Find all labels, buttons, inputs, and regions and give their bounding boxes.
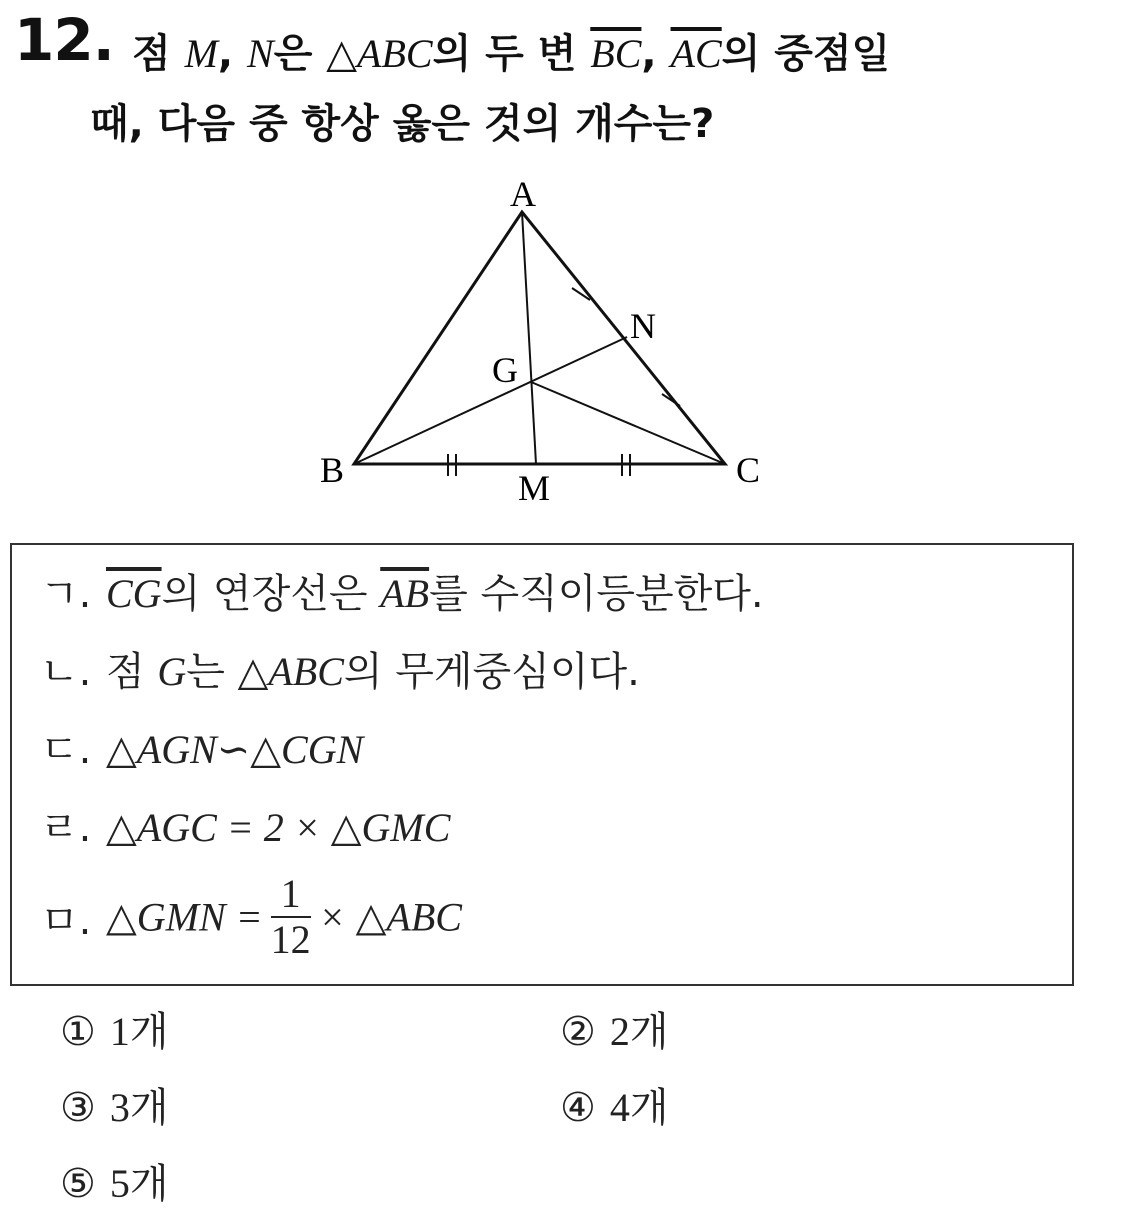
statement-2: ㄴ. 점 G는 △ABC의 무게중심이다. — [40, 649, 640, 695]
segment-gc — [531, 382, 725, 464]
label-a: A — [510, 174, 536, 214]
triangle-figure — [300, 160, 780, 510]
statement-5: ㅁ. △GMN = $\frac{1}{12}$ × △ABC — [40, 871, 462, 962]
label-b: B — [320, 450, 345, 490]
choice-4[interactable]: ④ 4개 — [560, 1085, 669, 1131]
median-am — [522, 212, 536, 464]
choice-2[interactable]: ② 2개 — [560, 1009, 669, 1055]
statement-4: ㄹ. △AGC = 2 × △GMC — [40, 805, 451, 851]
choice-1[interactable]: ① 1개 — [60, 1009, 169, 1055]
label-c: C — [736, 450, 761, 490]
label-n: N — [630, 306, 656, 346]
statement-3: ㄷ. △AGN∽△CGN — [40, 727, 364, 773]
label-g: G — [492, 350, 518, 390]
choice-3[interactable]: ③ 3개 — [60, 1085, 169, 1131]
question-number: 12. — [14, 6, 114, 74]
triangle-abc — [354, 212, 725, 464]
question-line-2: 때, 다음 중 항상 옳은 것의 개수는? — [90, 101, 715, 147]
statement-1: ㄱ. $\overline{CG}$의 연장선은 $\overline{AB}$를 수직이등분한다. — [40, 571, 764, 617]
label-m: M — [518, 468, 551, 508]
question-line-1: 점 M, N은 △ABC의 두 변 $\overline{BC}$, $\overline{AC}$의 중점일 — [132, 31, 891, 77]
fraction: $\frac{1}{12}$ — [270, 871, 311, 962]
choice-5[interactable]: ⑤ 5개 — [60, 1161, 169, 1207]
